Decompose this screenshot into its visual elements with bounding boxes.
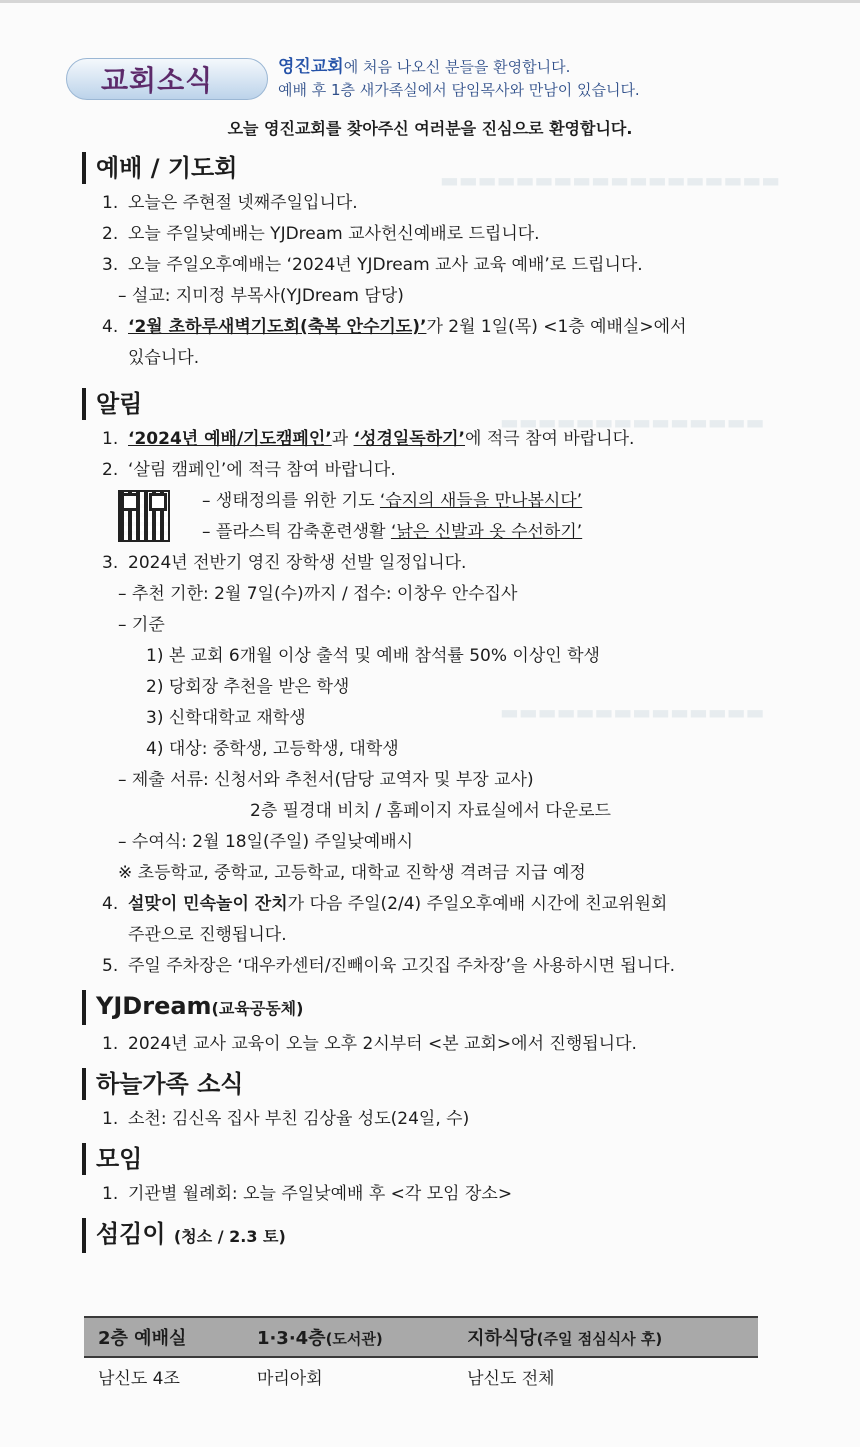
scholarship-docs: – 제출 서류: 신청서와 추천서(담당 교역자 및 부장 교사) [118, 770, 534, 790]
table-cell: 남신도 전체 [467, 1369, 555, 1389]
campaign-rows [118, 486, 792, 548]
bleed-through-decoration: ▬▬▬▬▬▬▬▬▬▬▬▬▬▬ [500, 410, 765, 434]
list-item: 2. ‘살림 캠페인’에 적극 참여 바랍니다. [102, 460, 396, 480]
scholarship-award: – 수여식: 2월 18일(주일) 주일낮예배시 [118, 832, 414, 852]
criteria-item: 4) 대상: 중학생, 고등학생, 대학생 [146, 739, 399, 759]
welcome-text: 에 처음 나오신 분들을 환영합니다. [343, 58, 571, 76]
welcome-message [278, 56, 640, 102]
list-item: 1. 오늘은 주현절 넷째주일입니다. [102, 193, 358, 213]
criteria-item: 2) 당회장 추천을 받은 학생 [146, 677, 350, 697]
list-item: 1. 소천: 김신옥 집사 부친 김상율 성도(24일, 수) [102, 1109, 470, 1129]
section-yjdream [82, 990, 792, 1060]
news-content [82, 144, 792, 1257]
page-edge [0, 0, 860, 3]
table-cell: 마리아회 [256, 1369, 323, 1389]
scholarship-docs-cont: 2층 필경대 비치 / 홈페이지 자료실에서 다운로드 [250, 801, 611, 821]
section-title: 모임 [82, 1143, 792, 1175]
table-row [84, 1357, 758, 1395]
scholarship-criteria: – 기준 [118, 615, 165, 635]
section-meeting [82, 1143, 792, 1210]
logo-text: 교회소식 [101, 64, 214, 97]
qr-code-icon[interactable] [118, 490, 170, 542]
bleed-through-decoration: ▬▬▬▬▬▬▬▬▬▬▬▬▬▬ [500, 700, 765, 724]
section-title: 예배 / 기도회 [82, 152, 792, 184]
welcome-church-name: 영진교회 [278, 57, 344, 77]
scholarship-deadline: – 추천 기한: 2월 7일(수)까지 / 접수: 이창우 안수집사 [118, 584, 518, 604]
section-title: 섬김이 (청소 / 2.3 토) [82, 1218, 792, 1253]
section-notice [82, 388, 792, 982]
welcome-line2: 예배 후 1층 새가족실에서 담임목사와 만남이 있습니다. [278, 81, 640, 99]
header [66, 54, 826, 110]
table-header: 2층 예배실 [84, 1317, 243, 1357]
list-item: 4. ‘2월 초하루새벽기도회(축복 안수기도)’가 2월 1일(목) <1층 예배실>에서 있습니다. [102, 317, 687, 368]
table-header: 지하식당(주일 점심식사 후) [453, 1317, 758, 1357]
list-item: 3. 오늘 주일오후예배는 ‘2024년 YJDream 교사 교육 예배’로 드립니다. [102, 255, 643, 275]
section-title: 하늘가족 소식 [82, 1068, 792, 1100]
sermon-info: – 설교: 지미정 부목사(YJDream 담당) [118, 286, 404, 306]
greeting: 오늘 영진교회를 찾아주신 여러분을 진심으로 환영합니다. [227, 119, 633, 138]
section-title: YJDream(교육공동체) [82, 990, 792, 1025]
campaign-line: – 플라스틱 감축훈련생활 ‘낡은 신발과 옷 수선하기’ [202, 522, 583, 542]
criteria-item: 3) 신학대학교 재학생 [146, 708, 306, 728]
table-cell: 남신도 4조 [98, 1369, 180, 1389]
criteria-item: 1) 본 교회 6개월 이상 출석 및 예배 참석률 50% 이상인 학생 [146, 646, 600, 666]
table-header: 1·3·4층(도서관) [243, 1317, 453, 1357]
list-item: 1. 2024년 교사 교육이 오늘 오후 2시부터 <본 교회>에서 진행됩니다. [102, 1034, 637, 1054]
list-item: 5. 주일 주차장은 ‘대우카센터/진빼이육 고깃집 주차장’을 사용하시면 됩니다. [102, 956, 676, 976]
list-item: 4. 설맞이 민속놀이 잔치가 다음 주일(2/4) 주일오후예배 시간에 친교위원회 주관으로 진행됩니다. [102, 894, 668, 945]
list-item: 1. 기관별 월례회: 오늘 주일낮예배 후 <각 모임 장소> [102, 1184, 513, 1204]
section-family [82, 1068, 792, 1135]
section-worship [82, 152, 792, 374]
section-servers [82, 1218, 792, 1253]
table-header-row [84, 1317, 758, 1357]
list-item: 2. 오늘 주일낮예배는 YJDream 교사헌신예배로 드립니다. [102, 224, 540, 244]
church-news-logo [66, 58, 268, 100]
list-item: 1. ‘2024년 예배/기도캠페인’과 ‘성경일독하기’에 적극 참여 바랍니다. [102, 429, 635, 449]
list-item: 3. 2024년 전반기 영진 장학생 선발 일정입니다. [102, 553, 467, 573]
bleed-through-decoration: ▬▬▬▬▬▬▬▬▬▬▬▬▬▬▬▬▬▬ [440, 168, 781, 192]
cleaning-table [84, 1316, 758, 1395]
section-title: 알림 [82, 388, 792, 420]
campaign-line: – 생태정의를 위한 기도 ‘습지의 새들을 만나봅시다’ [202, 491, 583, 511]
scholarship-note: ※ 초등학교, 중학교, 고등학교, 대학교 진학생 격려금 지급 예정 [118, 863, 586, 883]
